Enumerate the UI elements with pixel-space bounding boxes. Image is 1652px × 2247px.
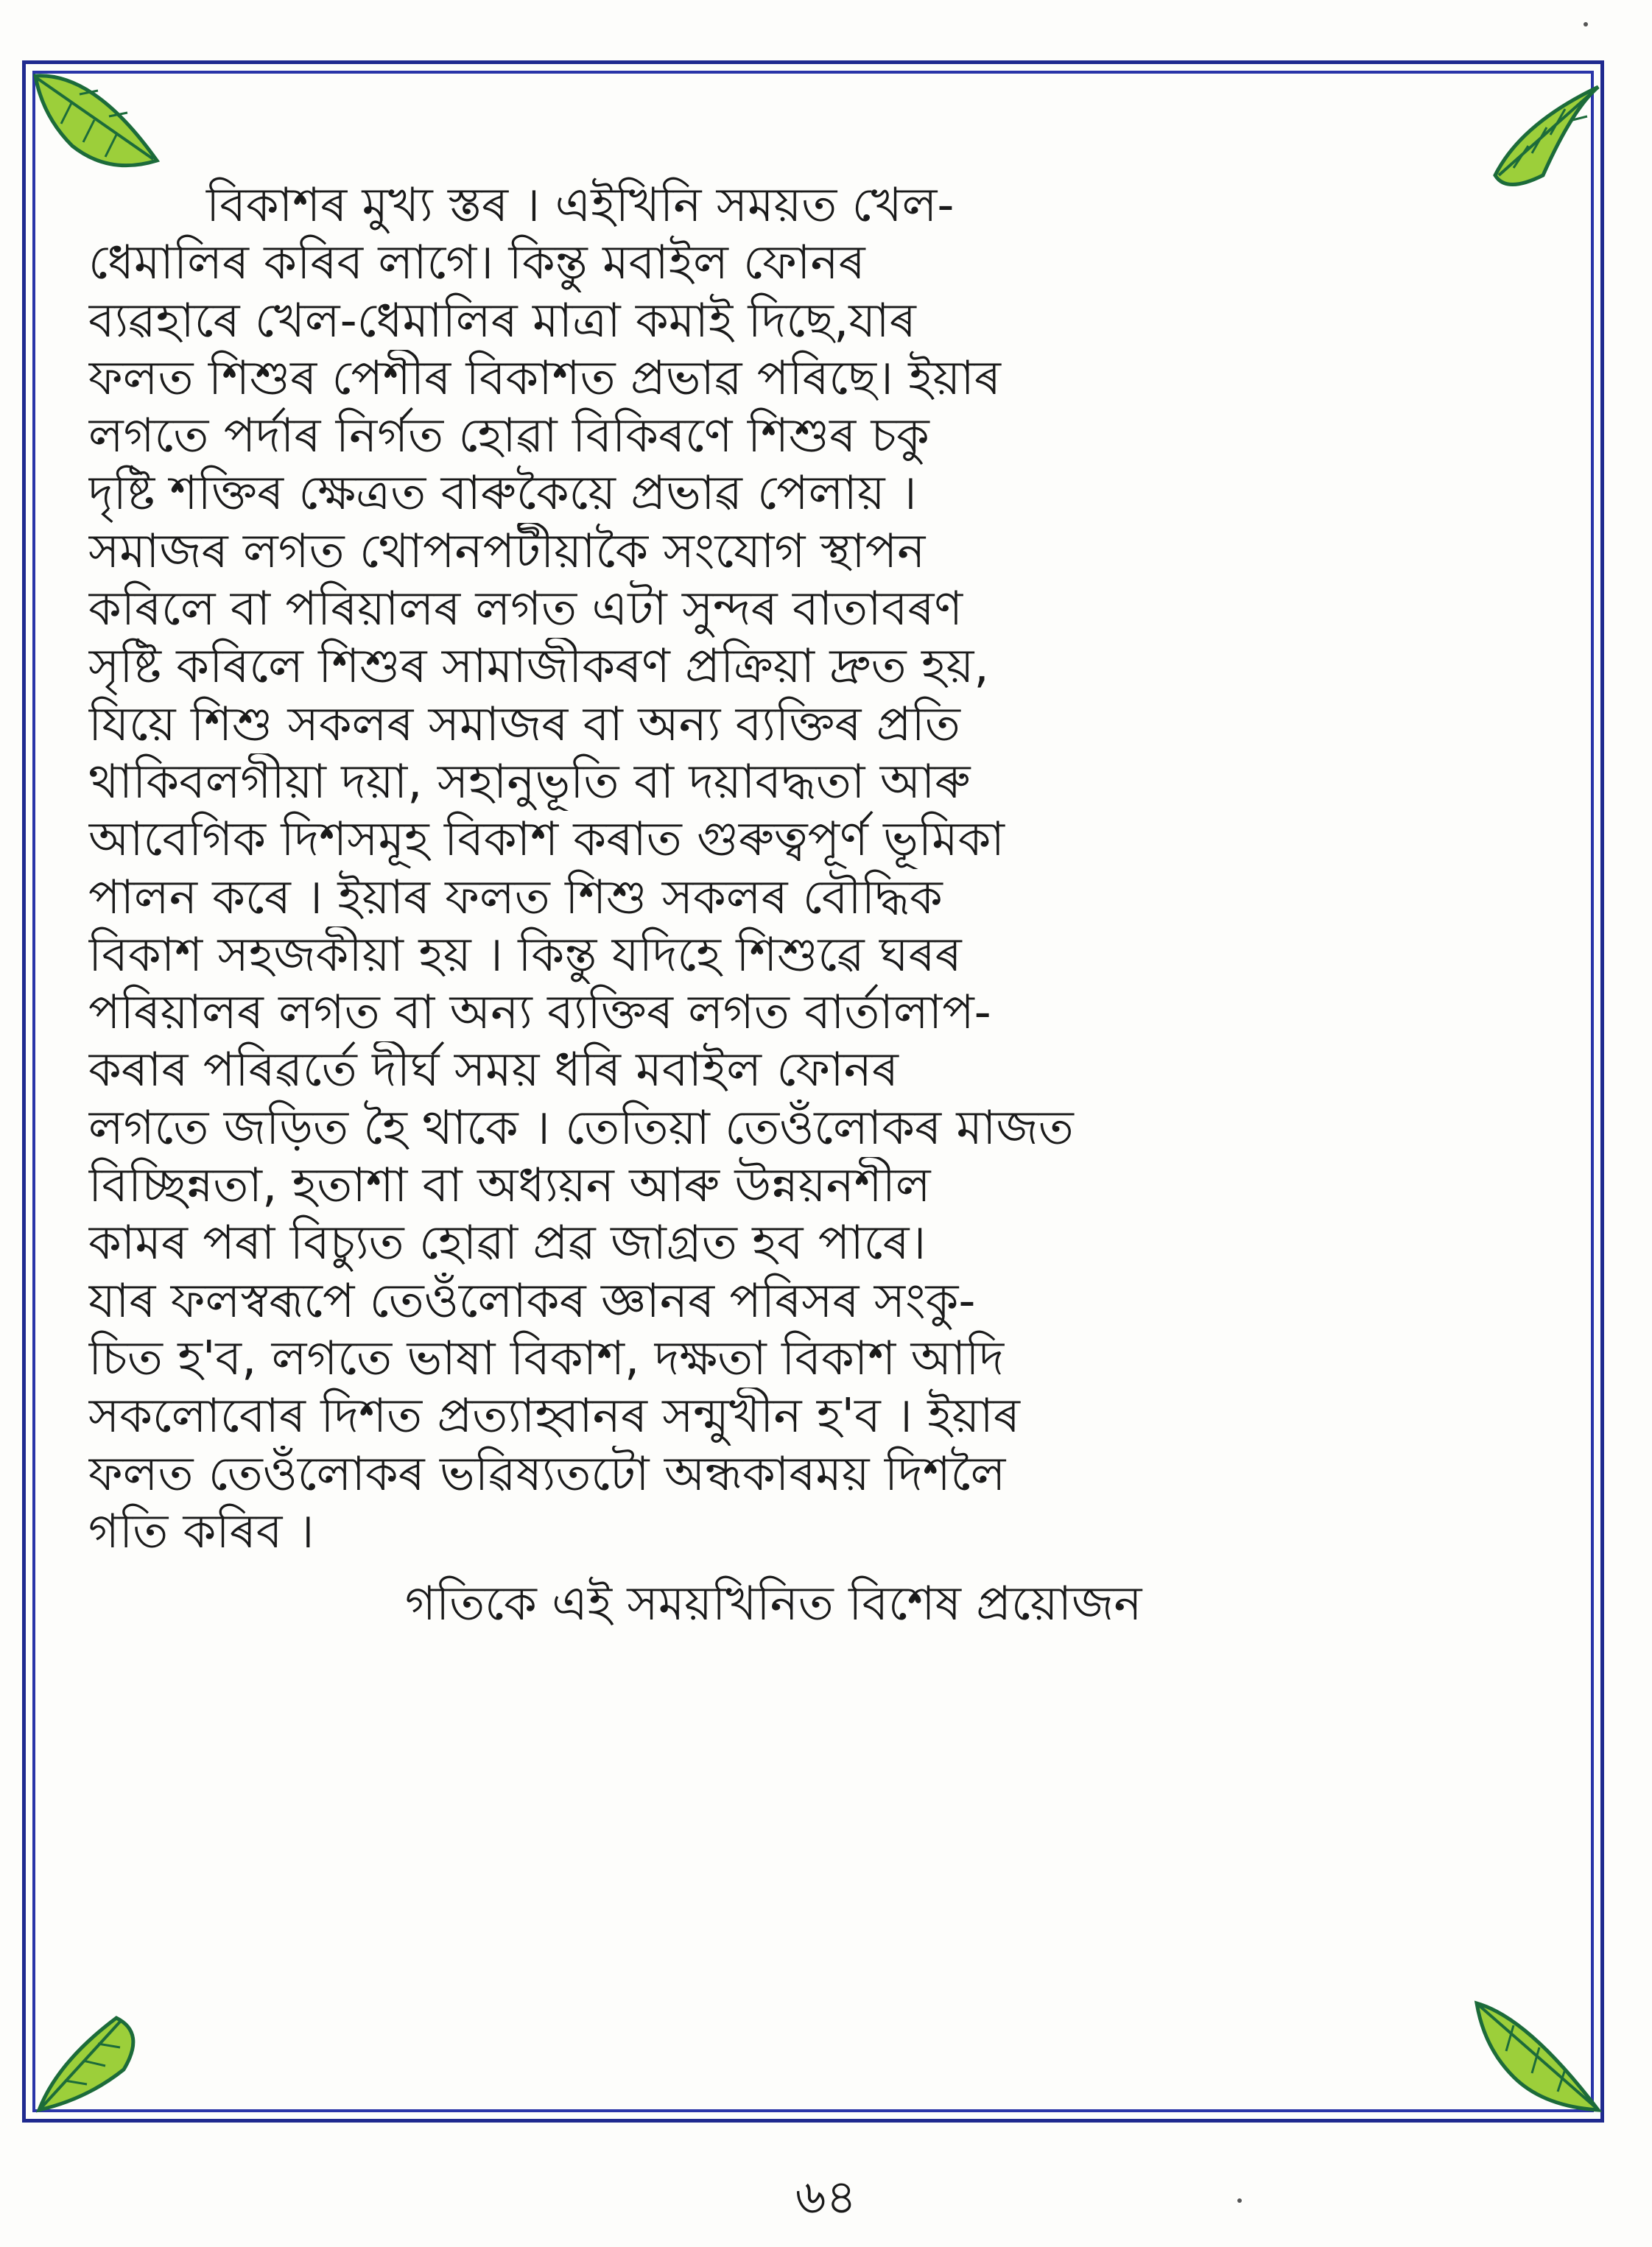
text-line: লগতে পৰ্দাৰ নিৰ্গত হোৱা বিকিৰণে শিশুৰ চকু	[88, 409, 929, 464]
text-line: যিয়ে শিশু সকলৰ সমাজৰ বা অন্য ব্যক্তিৰ প্ৰতি	[88, 697, 960, 752]
page-number: ৬৪	[795, 2170, 857, 2225]
text-line: সমাজৰ লগত থোপনপটীয়াকৈ সংযোগ স্থাপন	[88, 524, 926, 579]
text-line: সকলোবোৰ দিশত প্ৰত্যাহ্বানৰ সন্মুখীন হ'ব । ইয়াৰ	[88, 1389, 1020, 1444]
ink-speck	[1237, 2198, 1242, 2203]
text-line: কামৰ পৰা বিচ্যুত হোৱা প্ৰৱ জাগ্ৰত হব পাৰে।	[88, 1216, 927, 1271]
text-line: ধেমালিৰ কৰিব লাগে। কিন্তু মবাইল ফোনৰ	[88, 236, 865, 291]
text-line: কৰিলে বা পৰিয়ালৰ লগত এটা সুন্দৰ বাতাবৰণ	[88, 582, 963, 637]
text-line: বিকাশৰ মুখ্য স্তৰ । এইখিনি সময়ত খেল-	[206, 178, 955, 233]
handwritten-text	[88, 177, 1554, 1633]
text-line: দৃষ্টি শক্তিৰ ক্ষেত্ৰত বাৰুকৈয়ে প্ৰভাৱ পেলায় ।	[88, 466, 917, 521]
leaf-icon	[28, 1974, 175, 2121]
ink-speck	[1584, 22, 1588, 27]
text-line: ফলত শিশুৰ পেশীৰ বিকাশত প্ৰভাৱ পৰিছে। ইয়াৰ	[88, 351, 1001, 406]
text-line: গতি কৰিব ।	[88, 1504, 314, 1559]
text-line: সৃষ্টি কৰিলে শিশুৰ সামাজীকৰণ প্ৰক্ৰিয়া দ্ৰুত হয়,	[88, 639, 989, 695]
text-line: আবেগিক দিশসমূহ বিকাশ কৰাত গুৰুত্বপূৰ্ণ ভূমিকা	[88, 812, 1005, 868]
text-line: পালন কৰে । ইয়াৰ ফলত শিশু সকলৰ বৌদ্ধিক	[88, 870, 943, 925]
text-line: লগতে জড়িত হৈ থাকে । তেতিয়া তেওঁলোকৰ মাজত	[88, 1100, 1074, 1156]
leaf-icon	[1462, 1974, 1609, 2121]
text-line: পৰিয়ালৰ লগত বা অন্য ব্যক্তিৰ লগত বাৰ্তালাপ-	[88, 985, 991, 1041]
text-line: বিকাশ সহজকীয়া হয় । কিন্তু যদিহে শিশুৱে ঘৰৰ	[88, 927, 962, 982]
text-line: যাৰ ফলস্বৰূপে তেওঁলোকৰ জ্ঞানৰ পৰিসৰ সংকু-	[88, 1273, 976, 1329]
text-line: কৰাৰ পৰিৱৰ্তে দীৰ্ঘ সময় ধৰি মবাইল ফোনৰ	[88, 1043, 899, 1098]
text-line: ব্যৱহাৰে খেল-ধেমালিৰ মাত্ৰা কমাই দিছে,যাৰ	[88, 293, 916, 348]
text-line: ফলত তেওঁলোকৰ ভৱিষ্যতটো অন্ধকাৰময় দিশলৈ	[88, 1446, 1006, 1502]
text-line: চিত হ'ব, লগতে ভাষা বিকাশ, দক্ষতা বিকাশ আদি	[88, 1331, 1005, 1386]
text-line: বিচ্ছিন্নতা, হতাশা বা অধ্যয়ন আৰু উন্নয়নশীল	[88, 1158, 931, 1214]
text-line: থাকিবলগীয়া দয়া, সহানুভূতি বা দয়াবদ্ধতা আৰু	[88, 754, 971, 809]
closing-line: গতিকে এই সময়খিনিত বিশেষ প্ৰয়োজন	[405, 1577, 1142, 1632]
